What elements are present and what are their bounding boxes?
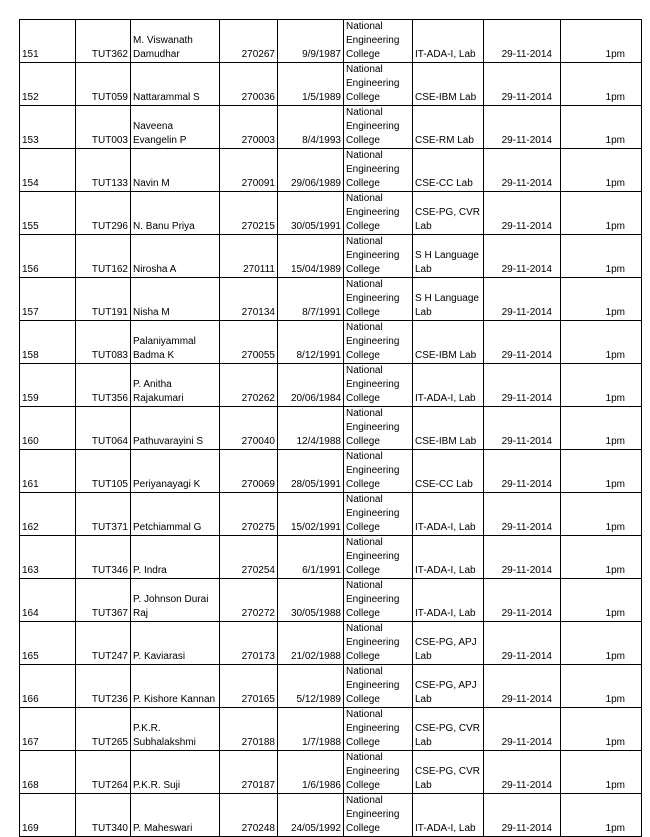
- lab-venue-cell: CSE-CC Lab: [413, 450, 484, 493]
- table-row: [20, 20, 642, 63]
- participant-code-cell: 270055: [220, 321, 278, 364]
- participants-table-body: [20, 20, 642, 837]
- participant-code-cell: 270188: [220, 708, 278, 751]
- exam-time-cell: 1pm: [561, 63, 642, 106]
- date-of-birth-cell: 20/06/1984: [278, 364, 344, 407]
- registration-id-cell: TUT371: [76, 493, 131, 536]
- participant-code-cell: 270165: [220, 665, 278, 708]
- lab-venue-cell: IT-ADA-I, Lab: [413, 794, 484, 837]
- lab-venue-cell: CSE-PG, CVR Lab: [413, 751, 484, 794]
- date-of-birth-cell: 6/1/1991: [278, 536, 344, 579]
- participant-code-cell: 270267: [220, 20, 278, 63]
- college-cell: National Engineering College: [344, 235, 413, 278]
- participant-name-cell: P. Johnson Durai Raj: [131, 579, 220, 622]
- college-cell: National Engineering College: [344, 665, 413, 708]
- exam-time-cell: 1pm: [561, 364, 642, 407]
- exam-date-cell: 29-11-2014: [484, 20, 561, 63]
- participant-name-cell: P. Maheswari: [131, 794, 220, 837]
- exam-time-cell: 1pm: [561, 407, 642, 450]
- exam-date-cell: 29-11-2014: [484, 106, 561, 149]
- lab-venue-cell: IT-ADA-I, Lab: [413, 536, 484, 579]
- table-row: [20, 536, 642, 579]
- exam-time-cell: 1pm: [561, 278, 642, 321]
- table-row: [20, 235, 642, 278]
- serial-number-cell: 155: [20, 192, 76, 235]
- serial-number-cell: 154: [20, 149, 76, 192]
- college-cell: National Engineering College: [344, 579, 413, 622]
- exam-date-cell: 29-11-2014: [484, 450, 561, 493]
- participant-name-cell: Palaniyammal Badma K: [131, 321, 220, 364]
- registration-id-cell: TUT133: [76, 149, 131, 192]
- date-of-birth-cell: 15/04/1989: [278, 235, 344, 278]
- college-cell: National Engineering College: [344, 794, 413, 837]
- registration-id-cell: TUT346: [76, 536, 131, 579]
- registration-id-cell: TUT059: [76, 63, 131, 106]
- registration-id-cell: TUT162: [76, 235, 131, 278]
- serial-number-cell: 169: [20, 794, 76, 837]
- participant-name-cell: Nisha M: [131, 278, 220, 321]
- college-cell: National Engineering College: [344, 63, 413, 106]
- exam-date-cell: 29-11-2014: [484, 751, 561, 794]
- date-of-birth-cell: 8/12/1991: [278, 321, 344, 364]
- serial-number-cell: 161: [20, 450, 76, 493]
- college-cell: National Engineering College: [344, 622, 413, 665]
- participant-code-cell: 270173: [220, 622, 278, 665]
- participant-name-cell: N. Banu Priya: [131, 192, 220, 235]
- participant-name-cell: P. Kaviarasi: [131, 622, 220, 665]
- registration-id-cell: TUT083: [76, 321, 131, 364]
- registration-id-cell: TUT296: [76, 192, 131, 235]
- registration-id-cell: TUT236: [76, 665, 131, 708]
- table-row: [20, 63, 642, 106]
- exam-time-cell: 1pm: [561, 708, 642, 751]
- participant-code-cell: 270262: [220, 364, 278, 407]
- lab-venue-cell: CSE-PG, CVR Lab: [413, 192, 484, 235]
- serial-number-cell: 160: [20, 407, 76, 450]
- participant-code-cell: 270254: [220, 536, 278, 579]
- date-of-birth-cell: 29/06/1989: [278, 149, 344, 192]
- registration-id-cell: TUT191: [76, 278, 131, 321]
- date-of-birth-cell: 28/05/1991: [278, 450, 344, 493]
- serial-number-cell: 158: [20, 321, 76, 364]
- table-row: [20, 278, 642, 321]
- lab-venue-cell: S H Language Lab: [413, 235, 484, 278]
- participant-name-cell: Nattarammal S: [131, 63, 220, 106]
- table-row: [20, 794, 642, 837]
- college-cell: National Engineering College: [344, 450, 413, 493]
- lab-venue-cell: CSE-CC Lab: [413, 149, 484, 192]
- exam-date-cell: 29-11-2014: [484, 536, 561, 579]
- lab-venue-cell: IT-ADA-I, Lab: [413, 493, 484, 536]
- exam-date-cell: 29-11-2014: [484, 665, 561, 708]
- participant-code-cell: 270091: [220, 149, 278, 192]
- participant-name-cell: Petchiammal G: [131, 493, 220, 536]
- table-row: [20, 192, 642, 235]
- serial-number-cell: 156: [20, 235, 76, 278]
- serial-number-cell: 165: [20, 622, 76, 665]
- table-row: [20, 708, 642, 751]
- table-row: [20, 450, 642, 493]
- exam-time-cell: 1pm: [561, 321, 642, 364]
- serial-number-cell: 164: [20, 579, 76, 622]
- participant-name-cell: P. Anitha Rajakumari: [131, 364, 220, 407]
- date-of-birth-cell: 30/05/1988: [278, 579, 344, 622]
- exam-date-cell: 29-11-2014: [484, 708, 561, 751]
- participant-code-cell: 270134: [220, 278, 278, 321]
- exam-date-cell: 29-11-2014: [484, 364, 561, 407]
- lab-venue-cell: CSE-IBM Lab: [413, 407, 484, 450]
- exam-date-cell: 29-11-2014: [484, 407, 561, 450]
- exam-time-cell: 1pm: [561, 450, 642, 493]
- college-cell: National Engineering College: [344, 364, 413, 407]
- lab-venue-cell: CSE-PG, APJ Lab: [413, 622, 484, 665]
- registration-id-cell: TUT367: [76, 579, 131, 622]
- participant-code-cell: 270003: [220, 106, 278, 149]
- participant-name-cell: P. Kishore Kannan: [131, 665, 220, 708]
- lab-venue-cell: CSE-IBM Lab: [413, 63, 484, 106]
- date-of-birth-cell: 24/05/1992: [278, 794, 344, 837]
- college-cell: National Engineering College: [344, 708, 413, 751]
- exam-time-cell: 1pm: [561, 192, 642, 235]
- date-of-birth-cell: 8/4/1993: [278, 106, 344, 149]
- participant-code-cell: 270215: [220, 192, 278, 235]
- participant-code-cell: 270275: [220, 493, 278, 536]
- registration-id-cell: TUT247: [76, 622, 131, 665]
- table-row: [20, 493, 642, 536]
- participant-name-cell: M. Viswanath Damudhar: [131, 20, 220, 63]
- college-cell: National Engineering College: [344, 407, 413, 450]
- exam-time-cell: 1pm: [561, 106, 642, 149]
- serial-number-cell: 153: [20, 106, 76, 149]
- participant-name-cell: Periyanayagi K: [131, 450, 220, 493]
- lab-venue-cell: CSE-PG, APJ Lab: [413, 665, 484, 708]
- table-row: [20, 622, 642, 665]
- participant-name-cell: P. Indra: [131, 536, 220, 579]
- participant-code-cell: 270272: [220, 579, 278, 622]
- college-cell: National Engineering College: [344, 20, 413, 63]
- registration-id-cell: TUT340: [76, 794, 131, 837]
- registration-id-cell: TUT265: [76, 708, 131, 751]
- table-row: [20, 321, 642, 364]
- lab-venue-cell: IT-ADA-I, Lab: [413, 20, 484, 63]
- lab-venue-cell: IT-ADA-I, Lab: [413, 364, 484, 407]
- exam-time-cell: 1pm: [561, 493, 642, 536]
- participant-code-cell: 270036: [220, 63, 278, 106]
- registration-id-cell: TUT064: [76, 407, 131, 450]
- college-cell: National Engineering College: [344, 106, 413, 149]
- date-of-birth-cell: 1/5/1989: [278, 63, 344, 106]
- table-row: [20, 579, 642, 622]
- college-cell: National Engineering College: [344, 493, 413, 536]
- table-row: [20, 407, 642, 450]
- table-row: [20, 149, 642, 192]
- college-cell: National Engineering College: [344, 149, 413, 192]
- participant-code-cell: 270069: [220, 450, 278, 493]
- date-of-birth-cell: 1/6/1986: [278, 751, 344, 794]
- date-of-birth-cell: 15/02/1991: [278, 493, 344, 536]
- exam-date-cell: 29-11-2014: [484, 579, 561, 622]
- serial-number-cell: 157: [20, 278, 76, 321]
- serial-number-cell: 152: [20, 63, 76, 106]
- college-cell: National Engineering College: [344, 536, 413, 579]
- exam-time-cell: 1pm: [561, 579, 642, 622]
- lab-venue-cell: S H Language Lab: [413, 278, 484, 321]
- date-of-birth-cell: 12/4/1988: [278, 407, 344, 450]
- exam-date-cell: 29-11-2014: [484, 321, 561, 364]
- participants-table: [19, 19, 642, 837]
- exam-time-cell: 1pm: [561, 622, 642, 665]
- exam-date-cell: 29-11-2014: [484, 149, 561, 192]
- table-row: [20, 751, 642, 794]
- participant-code-cell: 270040: [220, 407, 278, 450]
- date-of-birth-cell: 30/05/1991: [278, 192, 344, 235]
- registration-id-cell: TUT003: [76, 106, 131, 149]
- exam-date-cell: 29-11-2014: [484, 622, 561, 665]
- exam-time-cell: 1pm: [561, 536, 642, 579]
- exam-date-cell: 29-11-2014: [484, 63, 561, 106]
- registration-id-cell: TUT264: [76, 751, 131, 794]
- exam-date-cell: 29-11-2014: [484, 493, 561, 536]
- date-of-birth-cell: 9/9/1987: [278, 20, 344, 63]
- serial-number-cell: 162: [20, 493, 76, 536]
- exam-time-cell: 1pm: [561, 794, 642, 837]
- lab-venue-cell: CSE-PG, CVR Lab: [413, 708, 484, 751]
- serial-number-cell: 166: [20, 665, 76, 708]
- exam-date-cell: 29-11-2014: [484, 794, 561, 837]
- college-cell: National Engineering College: [344, 751, 413, 794]
- college-cell: National Engineering College: [344, 321, 413, 364]
- participant-name-cell: P.K.R. Suji: [131, 751, 220, 794]
- table-row: [20, 106, 642, 149]
- serial-number-cell: 168: [20, 751, 76, 794]
- participant-name-cell: Nirosha A: [131, 235, 220, 278]
- participant-name-cell: Pathuvarayini S: [131, 407, 220, 450]
- participant-code-cell: 270111: [220, 235, 278, 278]
- registration-id-cell: TUT105: [76, 450, 131, 493]
- serial-number-cell: 163: [20, 536, 76, 579]
- exam-date-cell: 29-11-2014: [484, 192, 561, 235]
- serial-number-cell: 151: [20, 20, 76, 63]
- college-cell: National Engineering College: [344, 278, 413, 321]
- date-of-birth-cell: 1/7/1988: [278, 708, 344, 751]
- lab-venue-cell: CSE-IBM Lab: [413, 321, 484, 364]
- registration-id-cell: TUT356: [76, 364, 131, 407]
- serial-number-cell: 167: [20, 708, 76, 751]
- exam-time-cell: 1pm: [561, 665, 642, 708]
- lab-venue-cell: CSE-RM Lab: [413, 106, 484, 149]
- participant-code-cell: 270187: [220, 751, 278, 794]
- table-row: [20, 665, 642, 708]
- table-row: [20, 364, 642, 407]
- serial-number-cell: 159: [20, 364, 76, 407]
- exam-time-cell: 1pm: [561, 149, 642, 192]
- exam-time-cell: 1pm: [561, 751, 642, 794]
- date-of-birth-cell: 21/02/1988: [278, 622, 344, 665]
- participant-name-cell: Naveena Evangelin P: [131, 106, 220, 149]
- participant-code-cell: 270248: [220, 794, 278, 837]
- exam-time-cell: 1pm: [561, 235, 642, 278]
- registration-id-cell: TUT362: [76, 20, 131, 63]
- exam-time-cell: 1pm: [561, 20, 642, 63]
- exam-date-cell: 29-11-2014: [484, 235, 561, 278]
- lab-venue-cell: IT-ADA-I, Lab: [413, 579, 484, 622]
- college-cell: National Engineering College: [344, 192, 413, 235]
- date-of-birth-cell: 8/7/1991: [278, 278, 344, 321]
- date-of-birth-cell: 5/12/1989: [278, 665, 344, 708]
- participant-name-cell: P.K.R. Subhalakshmi: [131, 708, 220, 751]
- participant-name-cell: Navin M: [131, 149, 220, 192]
- exam-date-cell: 29-11-2014: [484, 278, 561, 321]
